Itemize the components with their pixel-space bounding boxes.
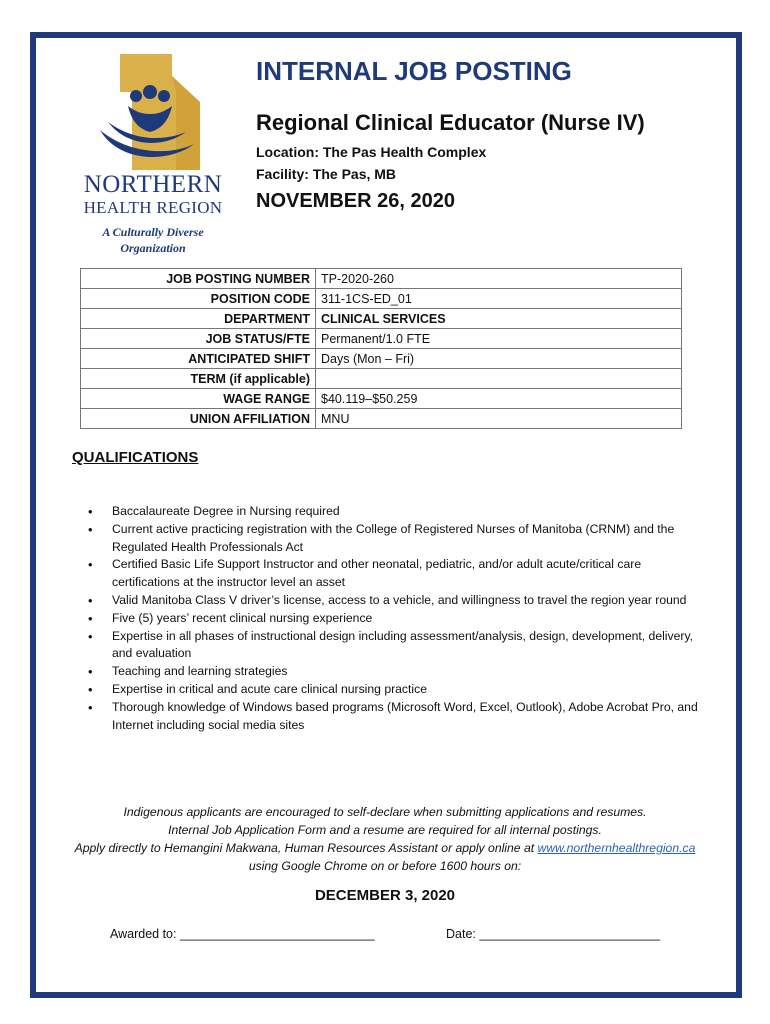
- detail-label: POSITION CODE: [81, 289, 316, 309]
- table-row: [81, 289, 682, 309]
- detail-label: JOB STATUS/FTE: [81, 329, 316, 349]
- list-item: • Thorough knowledge of Windows based programs (Microsoft Word, Excel, Outlook), Adobe Acrobat Pro, and Internet including social media sites: [86, 699, 706, 735]
- application-notes: [36, 803, 734, 875]
- note-apply-text: Apply directly to Hemangini Makwana, Human Resources Assistant or apply online at: [74, 841, 538, 855]
- job-details-table: [80, 268, 682, 429]
- detail-label: WAGE RANGE: [81, 389, 316, 409]
- table-row: [81, 269, 682, 289]
- detail-value: Days (Mon – Fri): [316, 349, 682, 369]
- table-row: [81, 369, 682, 389]
- list-item: • Baccalaureate Degree in Nursing required: [86, 503, 706, 521]
- facility: Facility: The Pas, MB: [256, 166, 397, 182]
- detail-label: DEPARTMENT: [81, 309, 316, 329]
- table-row: [81, 349, 682, 369]
- note-line: Internal Job Application Form and a resume are required for all internal postings.: [168, 823, 602, 837]
- detail-label: UNION AFFILIATION: [81, 409, 316, 429]
- awarded-to-field: Awarded to: ____________________________: [110, 927, 375, 941]
- table-row: [81, 389, 682, 409]
- note-line: [36, 839, 734, 857]
- list-item: • Certified Basic Life Support Instructor and other neonatal, pediatric, and/or adult acute/critical care certifications at the instructor level an asset: [86, 556, 706, 592]
- detail-value: CLINICAL SERVICES: [316, 309, 682, 329]
- detail-label: ANTICIPATED SHIFT: [81, 349, 316, 369]
- list-item: • Expertise in all phases of instructional design including assessment/analysis, design, development, delivery, and evaluation: [86, 628, 706, 664]
- detail-label: TERM (if applicable): [81, 369, 316, 389]
- closing-date: DECEMBER 3, 2020: [314, 887, 456, 904]
- detail-value: $40.119–$50.259: [316, 389, 682, 409]
- location: Location: The Pas Health Complex: [256, 144, 487, 160]
- qualifications-list: [86, 503, 706, 734]
- detail-value: MNU: [316, 409, 682, 429]
- org-name-line2: HEALTH REGION: [83, 198, 223, 217]
- list-item: • Current active practicing registration with the College of Registered Nurses of Manitoba (CRNM) and the Regulated Health Professionals Act: [86, 521, 706, 557]
- list-item: • Five (5) years’ recent clinical nursing experience: [86, 610, 706, 628]
- list-item: • Teaching and learning strategies: [86, 663, 706, 681]
- list-item: • Expertise in critical and acute care clinical nursing practice: [86, 681, 706, 699]
- list-item: • Valid Manitoba Class V driver’s license, access to a vehicle, and willingness to travel the region year round: [86, 592, 706, 610]
- org-name-line1: NORTHERN: [83, 171, 223, 198]
- page-title: INTERNAL JOB POSTING: [256, 56, 572, 86]
- position-title: Regional Clinical Educator (Nurse IV): [256, 110, 645, 135]
- qualifications-heading: QUALIFICATIONS: [72, 449, 199, 466]
- table-row: [81, 409, 682, 429]
- org-tagline: A Culturally Diverse Organization: [102, 225, 204, 255]
- website-link[interactable]: www.northernhealthregion.ca: [537, 841, 696, 855]
- note-line: Indigenous applicants are encouraged to self-declare when submitting applications and resumes.: [123, 805, 647, 819]
- manitoba-map-logo-icon: [98, 52, 208, 172]
- detail-value: TP-2020-260: [316, 269, 682, 289]
- detail-value: [316, 369, 682, 389]
- detail-value: 311-1CS-ED_01: [316, 289, 682, 309]
- date-field: Date: __________________________: [446, 927, 661, 941]
- table-row: [81, 329, 682, 349]
- posting-date: NOVEMBER 26, 2020: [256, 190, 455, 212]
- note-line: using Google Chrome on or before 1600 hours on:: [248, 859, 522, 873]
- detail-value: Permanent/1.0 FTE: [316, 329, 682, 349]
- detail-label: JOB POSTING NUMBER: [81, 269, 316, 289]
- table-row: [81, 309, 682, 329]
- org-name: [78, 172, 228, 216]
